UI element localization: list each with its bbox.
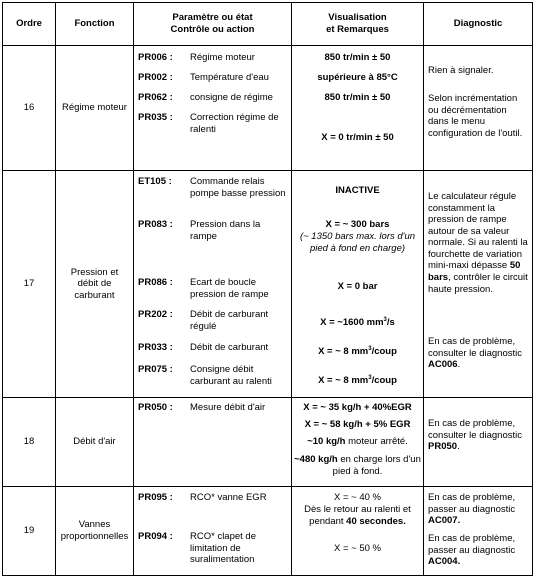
- diag-text-part: En cas de problème, consulter le diagnostic: [428, 418, 522, 441]
- diag-text-part: En cas de problème, passer au diagnostic: [428, 533, 516, 556]
- header-ordre: Ordre: [3, 3, 56, 46]
- row-parametres: [134, 171, 292, 398]
- vis-value: X = 0 bar: [337, 281, 378, 292]
- diag-text: [424, 418, 532, 453]
- diag-text-bold: AC004.: [428, 556, 461, 568]
- vis-value: X = ~ 58 kg/h + 5% EGR: [304, 419, 411, 430]
- param-code: PR083 :: [138, 219, 173, 230]
- vis-exponent: 3: [368, 346, 372, 352]
- row-diagnostic: [424, 46, 533, 171]
- param-code: PR033 :: [138, 342, 173, 353]
- param-code: PR050 :: [138, 402, 173, 413]
- vis-value-text: X = ~1600 mm: [320, 317, 384, 328]
- vis-unit: /coup: [371, 346, 397, 357]
- row-diagnostic: [424, 398, 533, 487]
- vis-value: X = ~ 35 kg/h + 40%EGR: [303, 402, 412, 413]
- param-desc: Consigne débit carburant au ralenti: [190, 364, 272, 387]
- vis-exponent: 3: [368, 375, 372, 381]
- vis-value: X = 0 tr/min ± 50: [321, 132, 394, 143]
- diag-text: Selon incrémentation ou décrémentation dans le menu configuration de l'outil.: [428, 93, 523, 139]
- diag-text-part: , contrôler le circuit haute pression.: [428, 272, 528, 295]
- vis-value: X = ~ 300 bars: [325, 219, 390, 230]
- diag-text-part: En cas de problème, consulter le diagnostic: [428, 336, 522, 359]
- vis-value-bold: ~480 kg/h: [294, 454, 338, 465]
- param-code: PR035 :: [138, 112, 173, 123]
- row-ordre: 18: [3, 398, 56, 487]
- row-diagnostic: [424, 487, 533, 576]
- header-parametre: [134, 3, 292, 46]
- param-code: PR006 :: [138, 52, 173, 63]
- diag-text: Rien à signaler.: [428, 65, 494, 76]
- row-fonction: [56, 487, 134, 576]
- diag-text-bold: AC007.: [428, 515, 461, 527]
- param-desc: Ecart de boucle pression de rampe: [190, 277, 269, 300]
- row-parametres: [134, 398, 292, 487]
- diag-text-part: .: [457, 441, 460, 453]
- table-row: [3, 46, 533, 171]
- table-row: [3, 398, 533, 487]
- header-parametre-line1: Paramètre ou état: [172, 12, 253, 24]
- vis-unit: /s: [386, 317, 395, 328]
- vis-value: X = ~ 40 %: [333, 492, 381, 503]
- vis-value-text: moteur arrêté.: [345, 436, 408, 447]
- param-desc: Température d'eau: [190, 72, 269, 83]
- vis-value: [292, 375, 423, 387]
- fonction-line: débit de: [77, 278, 112, 290]
- table-row: [3, 487, 533, 576]
- diagnostic-table: [2, 2, 533, 576]
- header-visualisation-line1: Visualisation: [328, 12, 387, 24]
- param-code: ET105 :: [138, 176, 172, 187]
- header-fonction: Fonction: [56, 3, 134, 46]
- diag-text-part: En cas de problème, passer au diagnostic: [428, 492, 516, 515]
- row-fonction: Débit d'air: [56, 398, 134, 487]
- row-ordre: 17: [3, 171, 56, 398]
- row-fonction: [56, 171, 134, 398]
- header-parametre-line2: Contrôle ou action: [170, 24, 255, 35]
- diag-text: [424, 191, 532, 295]
- param-desc: Pression dans la rampe: [190, 219, 261, 242]
- row-visualisation: [292, 171, 424, 398]
- param-desc: consigne de régime: [190, 92, 273, 103]
- row-visualisation: [292, 46, 424, 171]
- vis-value: 850 tr/min ± 50: [324, 92, 391, 103]
- row-visualisation: [292, 398, 424, 487]
- vis-value-text: Dès le retour au ralenti et pendant: [304, 504, 411, 527]
- vis-value: INACTIVE: [335, 185, 380, 196]
- param-code: PR086 :: [138, 277, 173, 288]
- diag-text: [424, 336, 532, 371]
- vis-value-text: X = ~ 8 mm: [318, 375, 369, 386]
- diag-text-part: .: [457, 359, 461, 371]
- param-code: PR095 :: [138, 492, 173, 503]
- param-desc: RCO* vanne EGR: [190, 492, 267, 503]
- vis-value: 850 tr/min ± 50: [324, 52, 391, 63]
- param-code: PR002 :: [138, 72, 173, 83]
- vis-value: [292, 346, 423, 358]
- vis-value: [292, 436, 423, 448]
- diag-text-bold: AC006: [428, 359, 458, 371]
- vis-value-text: X = ~ 8 mm: [318, 346, 369, 357]
- param-desc: Régime moteur: [190, 52, 255, 63]
- fonction-line: Pression et: [70, 266, 119, 278]
- vis-value: X = ~ 50 %: [333, 543, 381, 554]
- param-desc: Débit de carburant régulé: [190, 309, 269, 332]
- table-row: [3, 171, 533, 398]
- vis-value: [292, 317, 423, 329]
- vis-value-text: en charge lors d'un pied à fond.: [332, 454, 421, 477]
- diag-text-bold: PR050: [428, 441, 458, 453]
- header-diagnostic: Diagnostic: [424, 3, 533, 46]
- fonction-line: proportionnelles: [60, 531, 129, 542]
- row-ordre: 19: [3, 487, 56, 576]
- param-desc: Débit de carburant: [190, 342, 269, 353]
- param-desc: Commande relais pompe basse pression: [190, 176, 286, 199]
- row-visualisation: [292, 487, 424, 576]
- param-desc: Correction régime de ralenti: [190, 112, 279, 135]
- diag-text: [424, 492, 532, 527]
- param-code: PR062 :: [138, 92, 173, 103]
- row-ordre: 16: [3, 46, 56, 171]
- vis-value-bold: ~10 kg/h: [307, 436, 346, 447]
- param-code: PR202 :: [138, 309, 173, 320]
- fonction-line: Vannes: [78, 519, 111, 531]
- param-desc: RCO* clapet de limitation de suralimentation: [190, 531, 257, 566]
- vis-value-bold: 40 secondes.: [346, 515, 406, 527]
- vis-note: (~ 1350 bars max. lors d'un pied à fond en charge): [299, 231, 416, 254]
- header-row: [3, 3, 533, 46]
- row-diagnostic: [424, 171, 533, 398]
- vis-unit: /coup: [371, 375, 397, 386]
- vis-value: [292, 504, 423, 527]
- param-desc: Mesure débit d'air: [190, 402, 266, 413]
- row-parametres: [134, 46, 292, 171]
- row-fonction: Régime moteur: [56, 46, 134, 171]
- vis-value: [292, 454, 423, 477]
- param-code: PR075 :: [138, 364, 173, 375]
- diag-text-bold: 50 bars: [428, 260, 521, 284]
- param-code: PR094 :: [138, 531, 173, 542]
- fonction-line: carburant: [74, 289, 115, 301]
- row-parametres: [134, 487, 292, 576]
- diag-text: [424, 533, 532, 568]
- diag-text-part: Le calculateur régule constamment la pression de rampe autour de sa valeur normale. Si au ralenti la fourchette de variation mini-maxi dépasse: [428, 191, 528, 272]
- header-visualisation: [292, 3, 424, 46]
- header-visualisation-line2: et Remarques: [326, 24, 389, 35]
- vis-exponent: 3: [383, 317, 387, 323]
- vis-value: supérieure à 85°C: [317, 72, 398, 83]
